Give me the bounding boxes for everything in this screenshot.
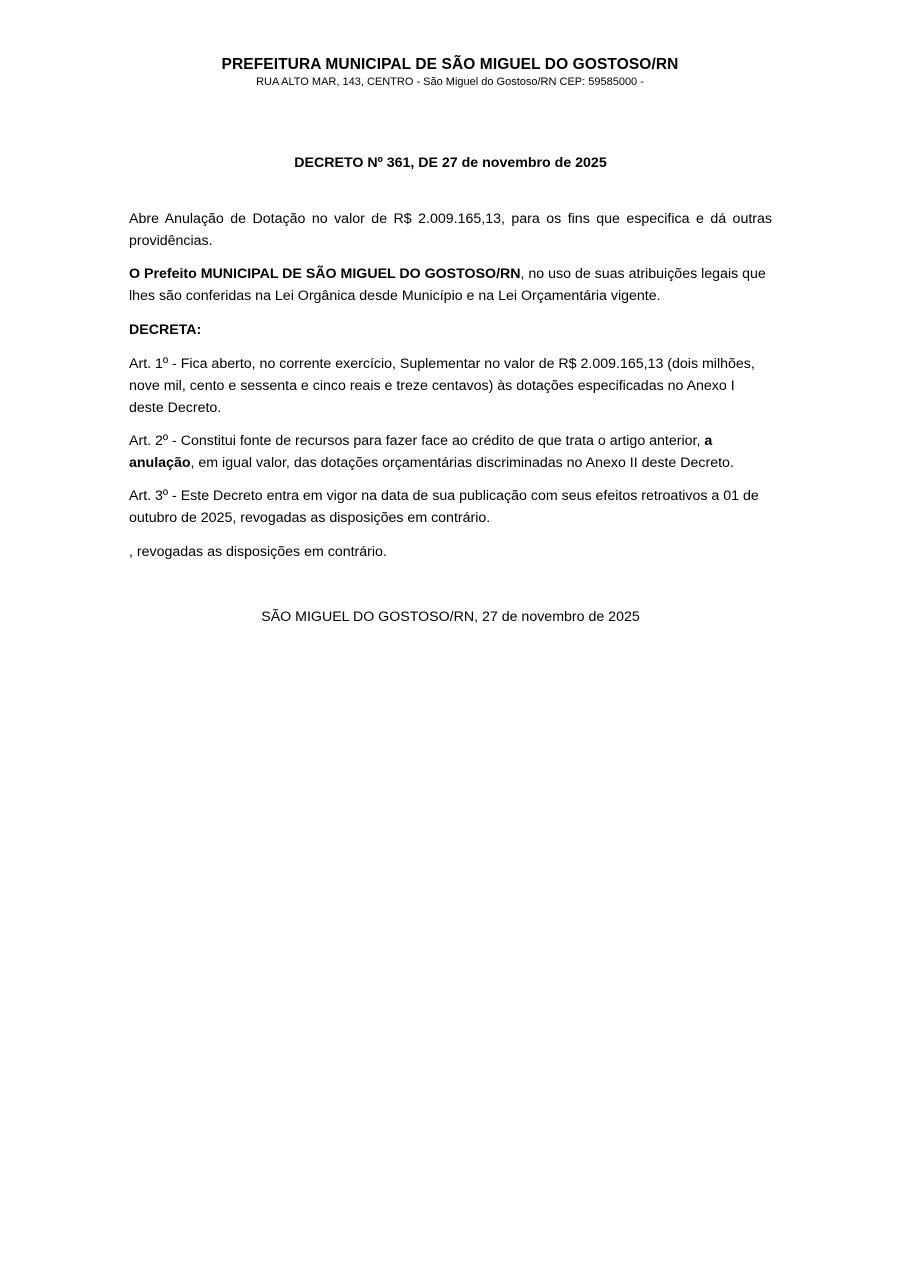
decree-body <box>129 152 772 628</box>
letterhead <box>0 56 900 89</box>
article-2-text-a: Art. 2º - Constitui fonte de recursos para fazer face ao crédito de que trata o artigo anterior, <box>129 433 705 449</box>
article-2-text-b: , em igual valor, das dotações orçamentárias discriminadas no Anexo II deste Decreto. <box>190 455 734 471</box>
article-1: Art. 1º - Fica aberto, no corrente exercício, Suplementar no valor de R$ 2.009.165,13 (dois milhões, nove mil, cento e sessenta e cinco reais e treze centavos) às dotações especificadas no Anexo I deste Decreto. <box>129 356 755 416</box>
preamble-authority: O Prefeito MUNICIPAL DE SÃO MIGUEL DO GOSTOSO/RN <box>129 266 521 282</box>
decreta-heading: DECRETA: <box>129 322 202 338</box>
article-3: Art. 3º - Este Decreto entra em vigor na data de sua publicação com seus efeitos retroativos a 01 de outubro de 2025, revogadas as disposições em contrário. <box>129 488 759 526</box>
place-and-date: SÃO MIGUEL DO GOSTOSO/RN, 27 de novembro de 2025 <box>261 609 640 625</box>
decree-title: DECRETO Nº 361, DE 27 de novembro de 2025 <box>294 155 607 171</box>
closing-clause: , revogadas as disposições em contrário. <box>129 544 387 560</box>
decree-summary: Abre Anulação de Dotação no valor de R$ 2.009.165,13, para os fins que especifica e dá outras providências. <box>129 211 772 249</box>
municipality-name: PREFEITURA MUNICIPAL DE SÃO MIGUEL DO GOSTOSO/RN <box>221 56 679 73</box>
article-2 <box>129 430 772 474</box>
preamble-text: , no uso de suas atribuições legais que lhes são conferidas na Lei Orgânica desde Município e na Lei Orçamentária vigente. <box>129 266 766 304</box>
article-2-emphasis: a anulação <box>129 433 713 471</box>
decree-preamble <box>129 263 772 307</box>
municipality-address: RUA ALTO MAR, 143, CENTRO - São Miguel do Gostoso/RN CEP: 59585000 - <box>256 76 644 88</box>
